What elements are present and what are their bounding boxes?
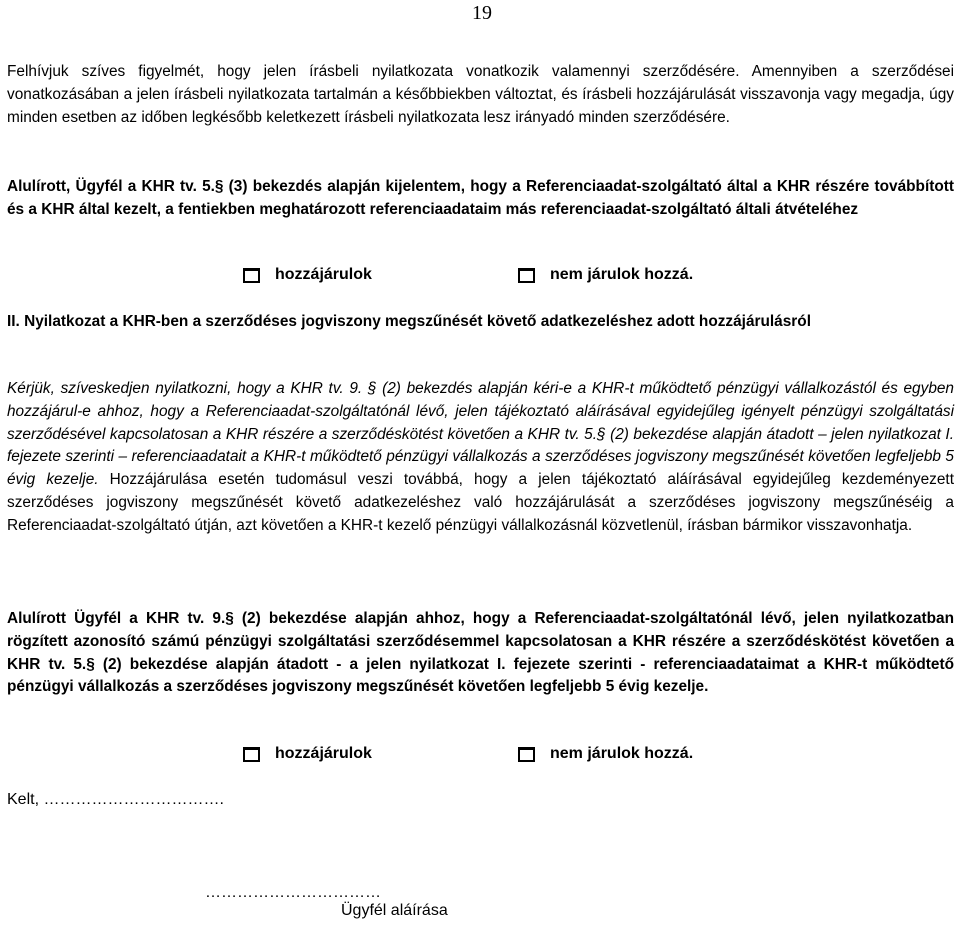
checkbox-icon[interactable] [243,747,260,762]
agree-label-2: hozzájárulok [275,745,372,762]
consent-statement-1: Alulírott, Ügyfél a KHR tv. 5.§ (3) bekezdés alapján kijelentem, hogy a Referenciaadat-szolgáltató által a KHR részére továbbított és a KHR által kezelt, a fentiekben meghatározott referenciaadataim más referenciaadat-szolgáltató általi átvételéhez [7,178,954,218]
consent-statement-2: Alulírott Ügyfél a KHR tv. 9.§ (2) bekezdése alapján ahhoz, hogy a Referenciaadat-szolgáltatónál lévő, jelen nyilatkozatban rögzített azonosító számú pénzügyi szolgáltatási szerződésemmel kapcsolatosan a KHR részére a szerződéskötést követően a KHR tv. 5.§ (2) bekezdése alapján átadott - a jelen nyilatkozat I. fejezete szerinti - referenciaadataimat a KHR-t működtető pénzügyi vállalkozás a szerződéses jogviszony megszűnését követően legfeljebb 5 évig kezelje. [7,610,954,696]
checkbox-icon[interactable] [518,268,535,283]
agree-option-2[interactable] [243,745,372,763]
section-heading-2: II. Nyilatkozat a KHR-ben a szerződéses jogviszony megszűnését követő adatkezeléshez adott hozzájárulásról [7,313,811,330]
date-place-field[interactable]: Kelt, ……………………………. [7,791,224,808]
disagree-option-1[interactable] [518,266,693,284]
disagree-option-2[interactable] [518,745,693,763]
agree-label-1: hozzájárulok [275,266,372,283]
signature-label: Ügyfél aláírása [341,902,448,919]
disagree-label-2: nem járulok hozzá. [550,745,694,762]
info-normal-text: Hozzájárulása esetén tudomásul veszi továbbá, hogy a jelen tájékoztató aláírásával egyidejűleg kezdeményezett szerződéses jogviszony megszűnését követő adatkezeléshez való hozzájárulását a szerződéses jogviszony megszűnéséig a Referenciaadat-szolgáltató útján, azt követően a KHR-t kezelő pénzügyi vállalkozásnál közvetlenül, írásban bármikor visszavonhatja. [7,471,954,534]
intro-paragraph: Felhívjuk szíves figyelmét, hogy jelen írásbeli nyilatkozata vonatkozik valamennyi szerződésére. Amennyiben a szerződései vonatkozásában a jelen írásbeli nyilatkozata tartalmán a későbbiekben változtat, és írásbeli hozzájárulását visszavonja vagy megadja, úgy minden esetben az időben legkésőbb keletkezett írásbeli nyilatkozata lesz irányadó minden szerződésére. [7,63,954,126]
signature-line[interactable]: …………………………… [205,884,381,901]
checkbox-icon[interactable] [518,747,535,762]
page-number: 19 [472,2,492,24]
info-paragraph-2 [7,378,954,538]
agree-option-1[interactable] [243,266,372,284]
checkbox-icon[interactable] [243,268,260,283]
disagree-label-1: nem járulok hozzá. [550,266,694,283]
info-italic-text: Kérjük, szíveskedjen nyilatkozni, hogy a KHR tv. 9. § (2) bekezdés alapján kéri-e a KHR-t működtető pénzügyi vállalkozástól és egyben hozzájárul-e ahhoz, hogy a Referenciaadat-szolgáltatónál lévő, jelen tájékoztató aláírásával egyidejűleg igényelt pénzügyi szolgáltatási szerződésével kapcsolatosan a KHR részére a szerződéskötést követően a KHR tv. 5.§ (2) bekezdése alapján átadott – jelen nyilatkozat I. fejezete szerinti – referenciaadatait a KHR-t működtető pénzügyi vállalkozás a szerződéses jogviszony megszűnését követően legfeljebb 5 évig kezelje. [7,380,954,489]
